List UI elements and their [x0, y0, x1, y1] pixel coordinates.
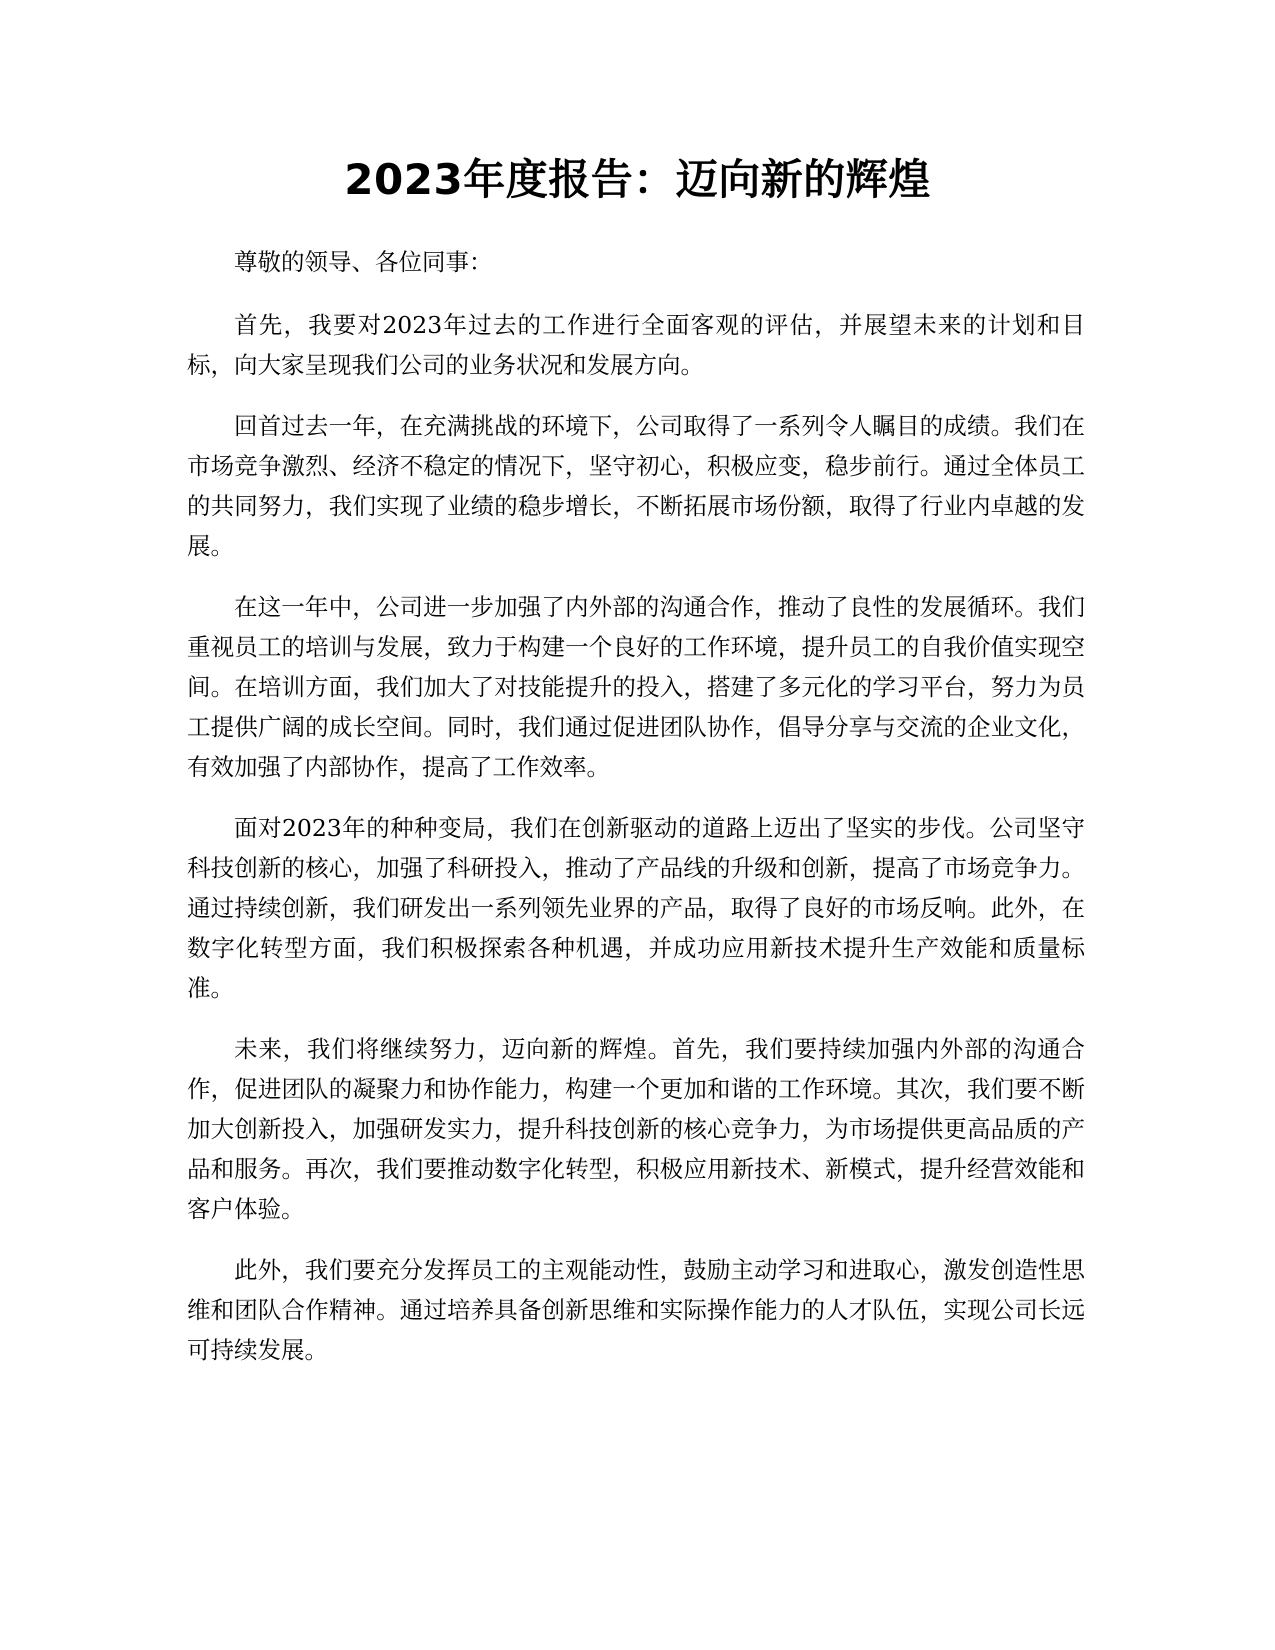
body-paragraph: 未来，我们将继续努力，迈向新的辉煌。首先，我们要持续加强内外部的沟通合作，促进团队的凝聚力和协作能力，构建一个更加和谐的工作环境。其次，我们要不断加大创新投入，加强研发实力，提升科技创新的核心竞争力，为市场提供更高品质的产品和服务。再次，我们要推动数字化转型，积极应用新技术、新模式，提升经营效能和客户体验。: [187, 1035, 1085, 1223]
body-paragraph: 在这一年中，公司进一步加强了内外部的沟通合作，推动了良性的发展循环。我们重视员工的培训与发展，致力于构建一个良好的工作环境，提升员工的自我价值实现空间。在培训方面，我们加大了对技能提升的投入，搭建了多元化的学习平台，努力为员工提供广阔的成长空间。同时，我们通过促进团队协作，倡导分享与交流的企业文化，有效加强了内部协作，提高了工作效率。: [187, 593, 1085, 781]
body-paragraph: 首先，我要对2023年过去的工作进行全面客观的评估，并展望未来的计划和目标，向大家呈现我们公司的业务状况和发展方向。: [187, 311, 1085, 379]
document-title: 2023年度报告：迈向新的辉煌: [344, 155, 931, 204]
salutation-paragraph: 尊敬的领导、各位同事：: [234, 248, 493, 276]
body-paragraph: 面对2023年的种种变局，我们在创新驱动的道路上迈出了坚实的步伐。公司坚守科技创新的核心，加强了科研投入，推动了产品线的升级和创新，提高了市场竞争力。通过持续创新，我们研发出一系列领先业界的产品，取得了良好的市场反响。此外，在数字化转型方面，我们积极探索各种机遇，并成功应用新技术提升生产效能和质量标准。: [187, 814, 1085, 1002]
body-paragraph: 此外，我们要充分发挥员工的主观能动性，鼓励主动学习和进取心，激发创造性思维和团队合作精神。通过培养具备创新思维和实际操作能力的人才队伍，实现公司长远可持续发展。: [187, 1256, 1085, 1364]
body-paragraph: 回首过去一年，在充满挑战的环境下，公司取得了一系列令人瞩目的成绩。我们在市场竞争激烈、经济不稳定的情况下，坚守初心，积极应变，稳步前行。通过全体员工的共同努力，我们实现了业绩的稳步增长，不断拓展市场份额，取得了行业内卓越的发展。: [187, 412, 1085, 560]
document-body: [187, 242, 1085, 1391]
